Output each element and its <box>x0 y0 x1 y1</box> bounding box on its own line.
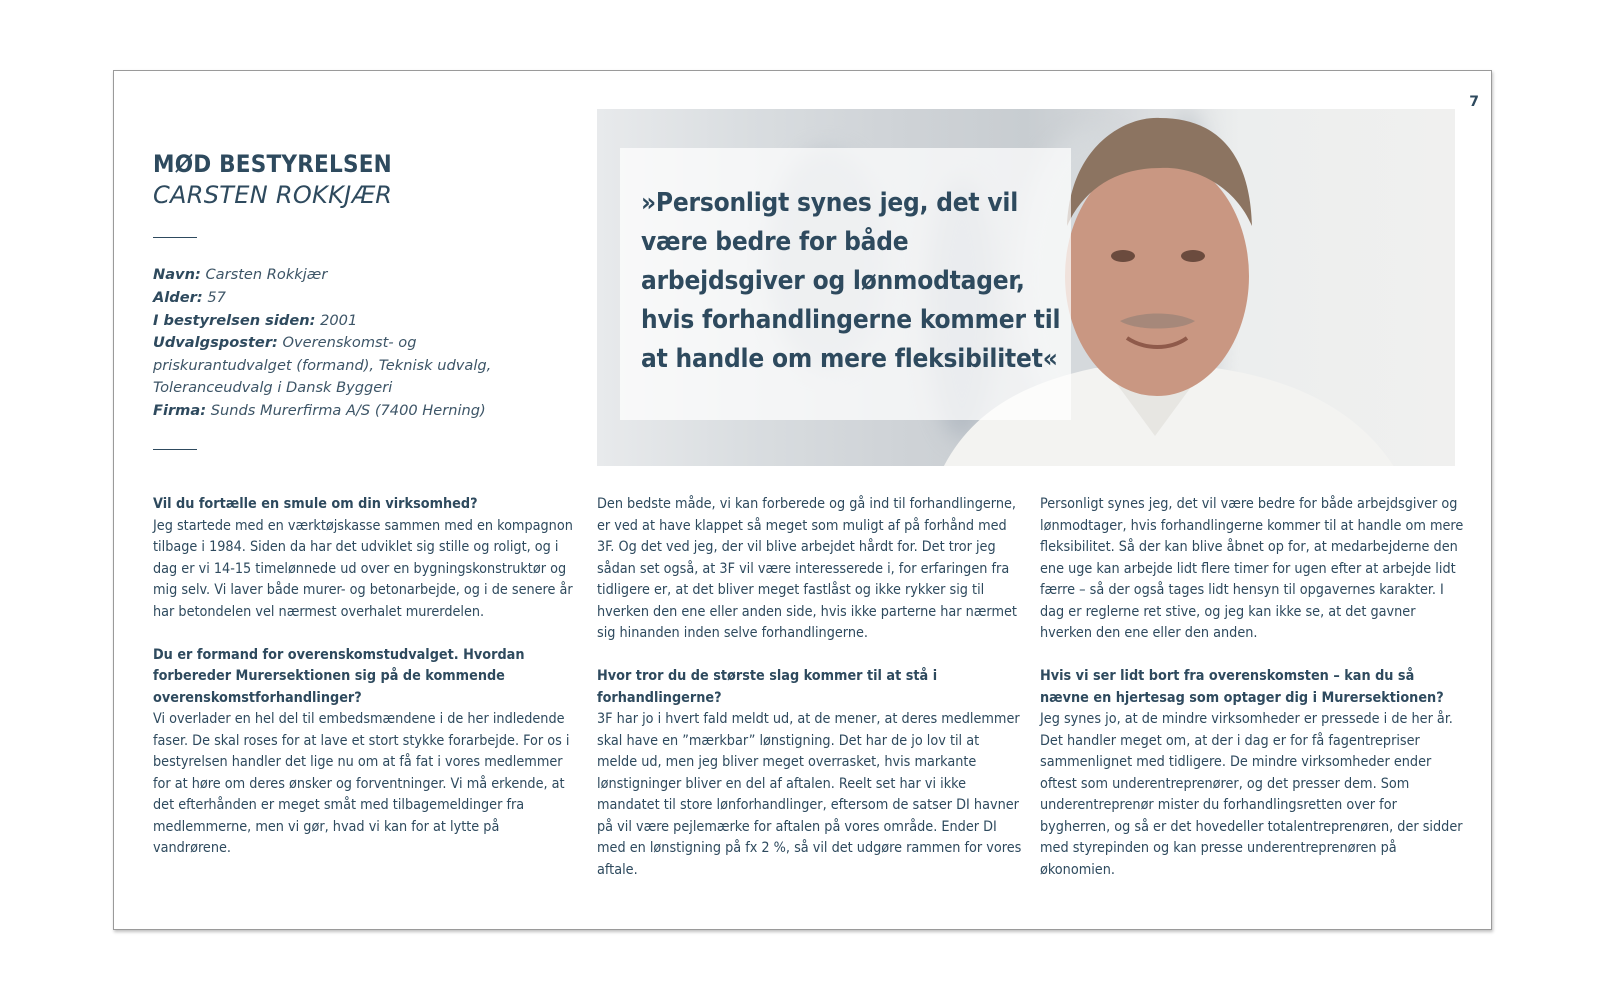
fact-value: Overenskomst- og priskurantudvalget (formand), Teknisk udvalg, Toleranceudvalg i Dansk Byggeri <box>153 334 492 397</box>
article-column-3 <box>1040 494 1465 903</box>
article-column-2 <box>597 494 1022 903</box>
fact-label: Firma: <box>153 401 207 419</box>
fact-box <box>153 264 553 422</box>
fact-value: Carsten Rokkjær <box>205 266 328 284</box>
page-number: 7 <box>1469 94 1479 110</box>
interview-question: Hvis vi ser lidt bort fra overenskomsten – kan du så nævne en hjertesag som optager dig i Murersektionen? <box>1040 668 1444 706</box>
fact-value: 2001 <box>320 311 358 329</box>
fact-value: 57 <box>207 288 226 306</box>
portrait-photo <box>597 109 1455 466</box>
fact-line <box>153 287 553 310</box>
profile-section <box>153 149 553 423</box>
fact-label: Navn: <box>153 266 201 284</box>
fact-line <box>153 310 553 333</box>
fact-label: Alder: <box>153 288 203 306</box>
fact-line <box>153 400 553 423</box>
interview-question: Du er formand for overenskomstudvalget. Hvordan forbereder Murersektionen sig på de kommende overenskomstforhandlinger? <box>153 646 525 706</box>
fact-line <box>153 264 553 287</box>
pull-quote-box <box>620 148 1071 420</box>
pull-quote: »Personligt synes jeg, det vil være bedre for både arbejdsgiver og lønmodtager, hvis forhandlingerne kommer til at handle om mere fleksibilitet« <box>641 188 1061 374</box>
fact-label: I bestyrelsen siden: <box>153 311 316 329</box>
interview-answer: Jeg synes jo, at de mindre virksomheder er pressede i de her år. Det handler meget om, at der i dag er for få fagentrepriser sammenlignet med tidligere. De mindre virksomheder ender oftest som underentreprenører, og det presser dem. Som underentreprenør mister du forhandlingsretten over for bygherren, og så er det hovedeller totalentreprenøren, der sidder med styrepinden og kan presse underentreprenøren på økonomien. <box>1040 711 1463 878</box>
interview-answer: Personligt synes jeg, det vil være bedre for både arbejdsgiver og lønmodtager, hvis forhandlingerne kommer til at handle om mere fleksibilitet. Så der kan blive åbnet op for, at medarbejderne den ene uge kan arbejde lidt flere timer for ugen efter at arbejde lidt færre – så der også tages lidt hensyn til opgavernes karakter. I dag er reglerne ret stive, og jeg kan ikke se, at det gavner hverken den ene eller den anden. <box>1040 496 1464 641</box>
divider <box>153 449 197 450</box>
interview-question: Vil du fortælle en smule om din virksomhed? <box>153 496 478 512</box>
fact-label: Udvalgsposter: <box>153 334 278 352</box>
person-name-heading: CARSTEN ROKKJÆR <box>153 181 393 209</box>
interview-answer: Jeg startede med en værktøjskasse sammen med en kompagnon tilbage i 1984. Siden da har det udviklet sig stille og roligt, og i dag er vi 14-15 timelønnede ud over en bygningskonstruktør og mig selv. Vi laver både murer- og betonarbejde, og i de senere år har betondelen vel nærmest overhalet murerdelen. <box>153 517 573 620</box>
interview-answer: Den bedste måde, vi kan forberede og gå ind til forhandlingerne, er ved at have klappet så meget som muligt af på forhånd med 3F. Og det ved jeg, der vil blive arbejdet hårdt for. Det tror jeg sådan set også, at 3F vil være interesserede i, for erfaringen fra tidligere er, at det bliver meget fastlåst og ikke rykker sig til hverken den ene eller anden side, hvis ikke parterne har nærmet sig hinanden inden selve forhandlingerne. <box>597 496 1017 641</box>
interview-answer: 3F har jo i hvert fald meldt ud, at de mener, at deres medlemmer skal have en ”mærkbar” lønstigning. Det har de jo lov til at melde ud, men jeg bliver meget overrasket, hvis markante lønstigninger bliver en del af aftalen. Reelt set har vi ikke mandatet til store lønforhandlinger, eftersom de satser DI havner på vil være pejlemærke for aftalen på vores område. Ender DI med en lønstigning på fx 2 %, så vil det udgøre rammen for vores aftale. <box>597 711 1022 878</box>
magazine-page <box>113 70 1492 930</box>
interview-answer: Vi overlader en hel del til embedsmændene i de her indledende faser. De skal roses for at lave et stort stykke forarbejde. For os i bestyrelsen handler det lige nu om at få fat i vores medlemmer for at høre om deres ønsker og forventninger. Vi må erkende, at det efterhånden er meget småt med tilbagemeldinger fra medlemmerne, men vi gør, hvad vi kan for at lytte på vandrørene. <box>153 711 570 856</box>
fact-line <box>153 332 543 400</box>
fact-value: Sunds Murerfirma A/S (7400 Herning) <box>210 401 486 419</box>
interview-question: Hvor tror du de største slag kommer til at stå i forhandlingerne? <box>597 668 938 706</box>
divider <box>153 237 197 238</box>
section-heading: MØD BESTYRELSEN <box>153 150 392 178</box>
article-column-1 <box>153 494 578 881</box>
